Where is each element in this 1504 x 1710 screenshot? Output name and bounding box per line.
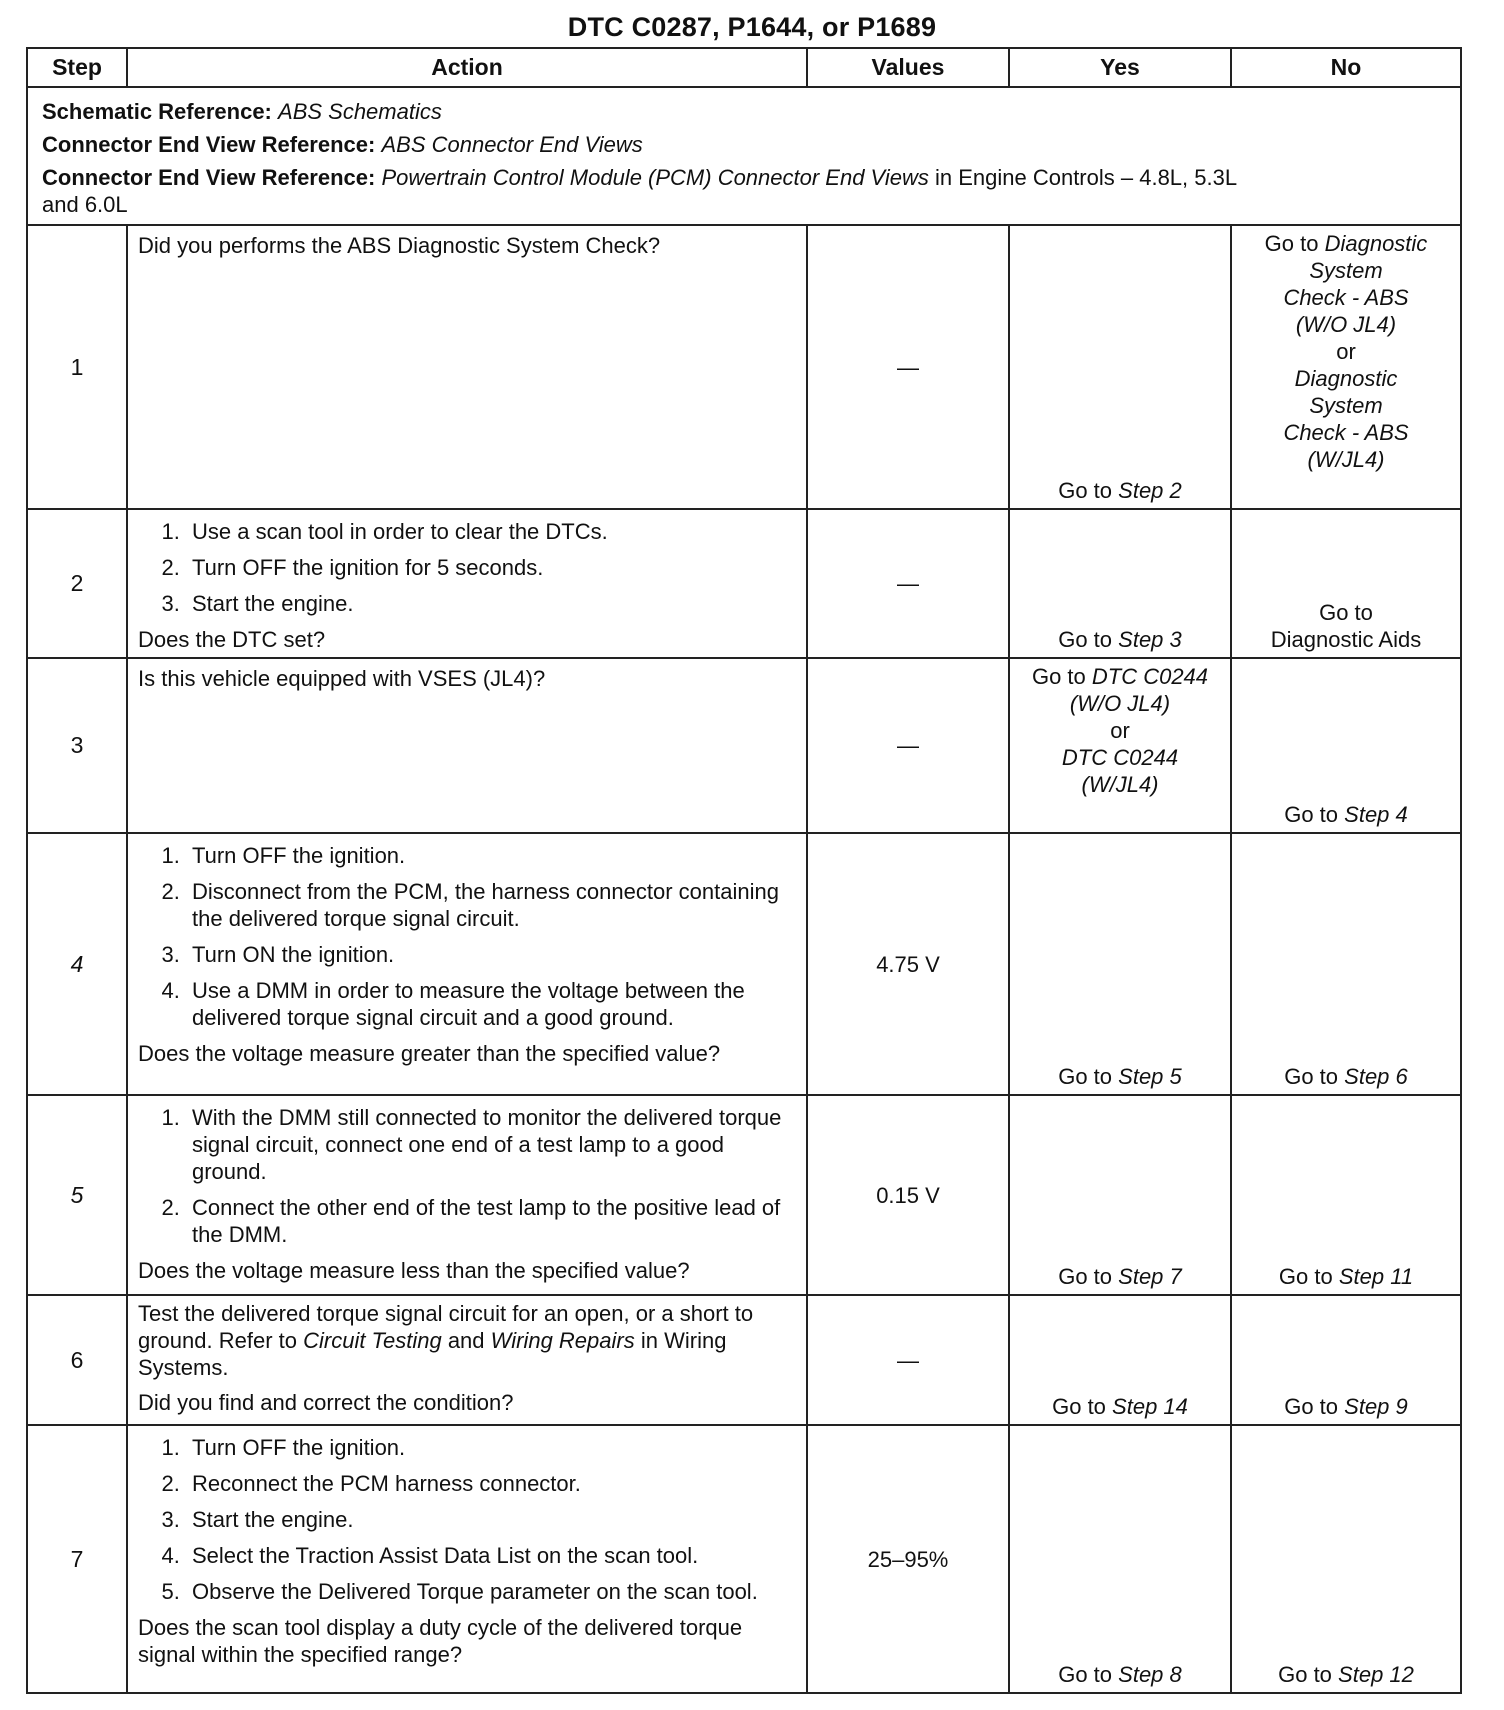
diagnostic-table (26, 47, 1462, 1694)
action-cell (127, 509, 807, 658)
no-goto[interactable]: Go to Step 6 (1284, 1064, 1408, 1089)
value-cell: — (807, 1295, 1009, 1425)
connector1-link[interactable]: ABS Connector End Views (381, 132, 643, 157)
no-goto[interactable]: Go to Diagnostic System Check - ABS (W/O JL4) or Diagnostic System Check - ABS (W/JL4) (1264, 231, 1428, 472)
value-cell: 0.15 V (807, 1095, 1009, 1295)
step-number: 3 (27, 658, 127, 833)
no-cell (1231, 1095, 1461, 1295)
step-number: 6 (27, 1295, 127, 1425)
schematic-reference (42, 98, 1446, 125)
header-no: No (1231, 48, 1461, 87)
question: Did you find and correct the condition? (138, 1390, 514, 1415)
action-cell (127, 1425, 807, 1693)
action-list (138, 842, 796, 1031)
schematic-link[interactable]: ABS Schematics (278, 99, 442, 124)
question: Does the voltage measure greater than the specified value? (138, 1041, 721, 1066)
list-item: 3. Start the engine. (186, 590, 796, 617)
table-row (27, 1095, 1461, 1295)
connector2-label: Connector End View Reference: (42, 165, 376, 190)
action-text: Test the delivered torque signal circuit for an open, or a short to ground. Refer to Circuit Testing and Wiring Repairs in Wiring Systems. (138, 1301, 754, 1380)
table-row (27, 1425, 1461, 1693)
yes-goto[interactable]: Go to Step 14 (1052, 1394, 1188, 1419)
list-item: 2. Turn OFF the ignition for 5 seconds. (186, 554, 796, 581)
circuit-testing-link[interactable]: Circuit Testing (303, 1328, 442, 1353)
step-number: 1 (27, 225, 127, 509)
connector1-label: Connector End View Reference: (42, 132, 376, 157)
header-yes: Yes (1009, 48, 1231, 87)
header-values: Values (807, 48, 1009, 87)
action-cell (127, 1095, 807, 1295)
header-action: Action (127, 48, 807, 87)
action-list (138, 518, 796, 617)
value-cell: 4.75 V (807, 833, 1009, 1095)
yes-cell (1009, 509, 1231, 658)
no-cell (1231, 1295, 1461, 1425)
question: Did you performs the ABS Diagnostic System Check? (138, 233, 661, 258)
list-item: 4. Select the Traction Assist Data List on the scan tool. (186, 1542, 796, 1569)
question: Does the voltage measure less than the specified value? (138, 1258, 690, 1283)
question: Does the DTC set? (138, 627, 326, 652)
table-row (27, 658, 1461, 833)
list-item: 1. Turn OFF the ignition. (186, 1434, 796, 1461)
no-cell (1231, 225, 1461, 509)
connector2-suffix: in Engine Controls – 4.8L, 5.3L (934, 165, 1238, 190)
yes-goto[interactable]: Go to Step 5 (1058, 1064, 1182, 1089)
header-step: Step (27, 48, 127, 87)
table-row (27, 509, 1461, 658)
yes-goto[interactable]: Go to Step 8 (1058, 1662, 1182, 1687)
list-item: 2. Disconnect from the PCM, the harness connector containing the delivered torque signal circuit. (186, 878, 796, 932)
yes-goto[interactable]: Go to Step 3 (1058, 627, 1182, 652)
list-item: 4. Use a DMM in order to measure the voltage between the delivered torque signal circuit and a good ground. (186, 977, 796, 1031)
step-number: 7 (27, 1425, 127, 1693)
action-cell (127, 1295, 807, 1425)
reference-row (27, 87, 1461, 225)
no-goto[interactable]: Go to Diagnostic Aids (1270, 600, 1422, 652)
action-cell (127, 225, 807, 509)
connector-reference-2 (42, 164, 1446, 218)
action-cell (127, 833, 807, 1095)
list-item: 2. Reconnect the PCM harness connector. (186, 1470, 796, 1497)
value-cell: 25–95% (807, 1425, 1009, 1693)
table-row (27, 1295, 1461, 1425)
yes-cell (1009, 1425, 1231, 1693)
action-list (138, 1434, 796, 1605)
no-goto[interactable]: Go to Step 12 (1278, 1662, 1414, 1687)
no-goto[interactable]: Go to Step 4 (1284, 802, 1408, 827)
list-item: 3. Start the engine. (186, 1506, 796, 1533)
list-item: 1. Turn OFF the ignition. (186, 842, 796, 869)
action-list (138, 1104, 796, 1248)
list-item: 1. Use a scan tool in order to clear the DTCs. (186, 518, 796, 545)
question: Does the scan tool display a duty cycle of the delivered torque signal within the specified range? (138, 1615, 743, 1667)
no-cell (1231, 509, 1461, 658)
value-cell: — (807, 509, 1009, 658)
no-goto[interactable]: Go to Step 9 (1284, 1394, 1408, 1419)
step-number: 2 (27, 509, 127, 658)
list-item: 1. With the DMM still connected to monitor the delivered torque signal circuit, connect one end of a test lamp to a good ground. (186, 1104, 796, 1185)
connector2-link[interactable]: Powertrain Control Module (PCM) Connector End Views (381, 165, 929, 190)
header-row (27, 48, 1461, 87)
schematic-label: Schematic Reference: (42, 99, 272, 124)
list-item: 3. Turn ON the ignition. (186, 941, 796, 968)
table-row (27, 225, 1461, 509)
no-goto[interactable]: Go to Step 11 (1278, 1264, 1414, 1289)
question: Is this vehicle equipped with VSES (JL4)? (138, 666, 546, 691)
no-cell (1231, 658, 1461, 833)
connector2-cont: and 6.0L (42, 192, 128, 217)
yes-cell (1009, 1295, 1231, 1425)
action-cell (127, 658, 807, 833)
no-cell (1231, 1425, 1461, 1693)
table-row (27, 833, 1461, 1095)
list-item: 2. Connect the other end of the test lamp to the positive lead of the DMM. (186, 1194, 796, 1248)
step-number: 5 (27, 1095, 127, 1295)
value-cell: — (807, 658, 1009, 833)
list-item: 5. Observe the Delivered Torque parameter on the scan tool. (186, 1578, 796, 1605)
yes-goto[interactable]: Go to Step 7 (1058, 1264, 1182, 1289)
wiring-repairs-link[interactable]: Wiring Repairs (490, 1328, 635, 1353)
yes-cell (1009, 225, 1231, 509)
yes-cell (1009, 658, 1231, 833)
yes-goto[interactable]: Go to DTC C0244 (W/O JL4) or DTC C0244 (W/JL4) (1031, 664, 1209, 797)
yes-cell (1009, 833, 1231, 1095)
step-number: 4 (27, 833, 127, 1095)
yes-goto[interactable]: Go to Step 2 (1058, 478, 1182, 503)
value-cell: — (807, 225, 1009, 509)
page-title: DTC C0287, P1644, or P1689 (567, 12, 937, 42)
yes-cell (1009, 1095, 1231, 1295)
reference-cell (27, 87, 1461, 225)
no-cell (1231, 833, 1461, 1095)
connector-reference-1 (42, 131, 1446, 158)
